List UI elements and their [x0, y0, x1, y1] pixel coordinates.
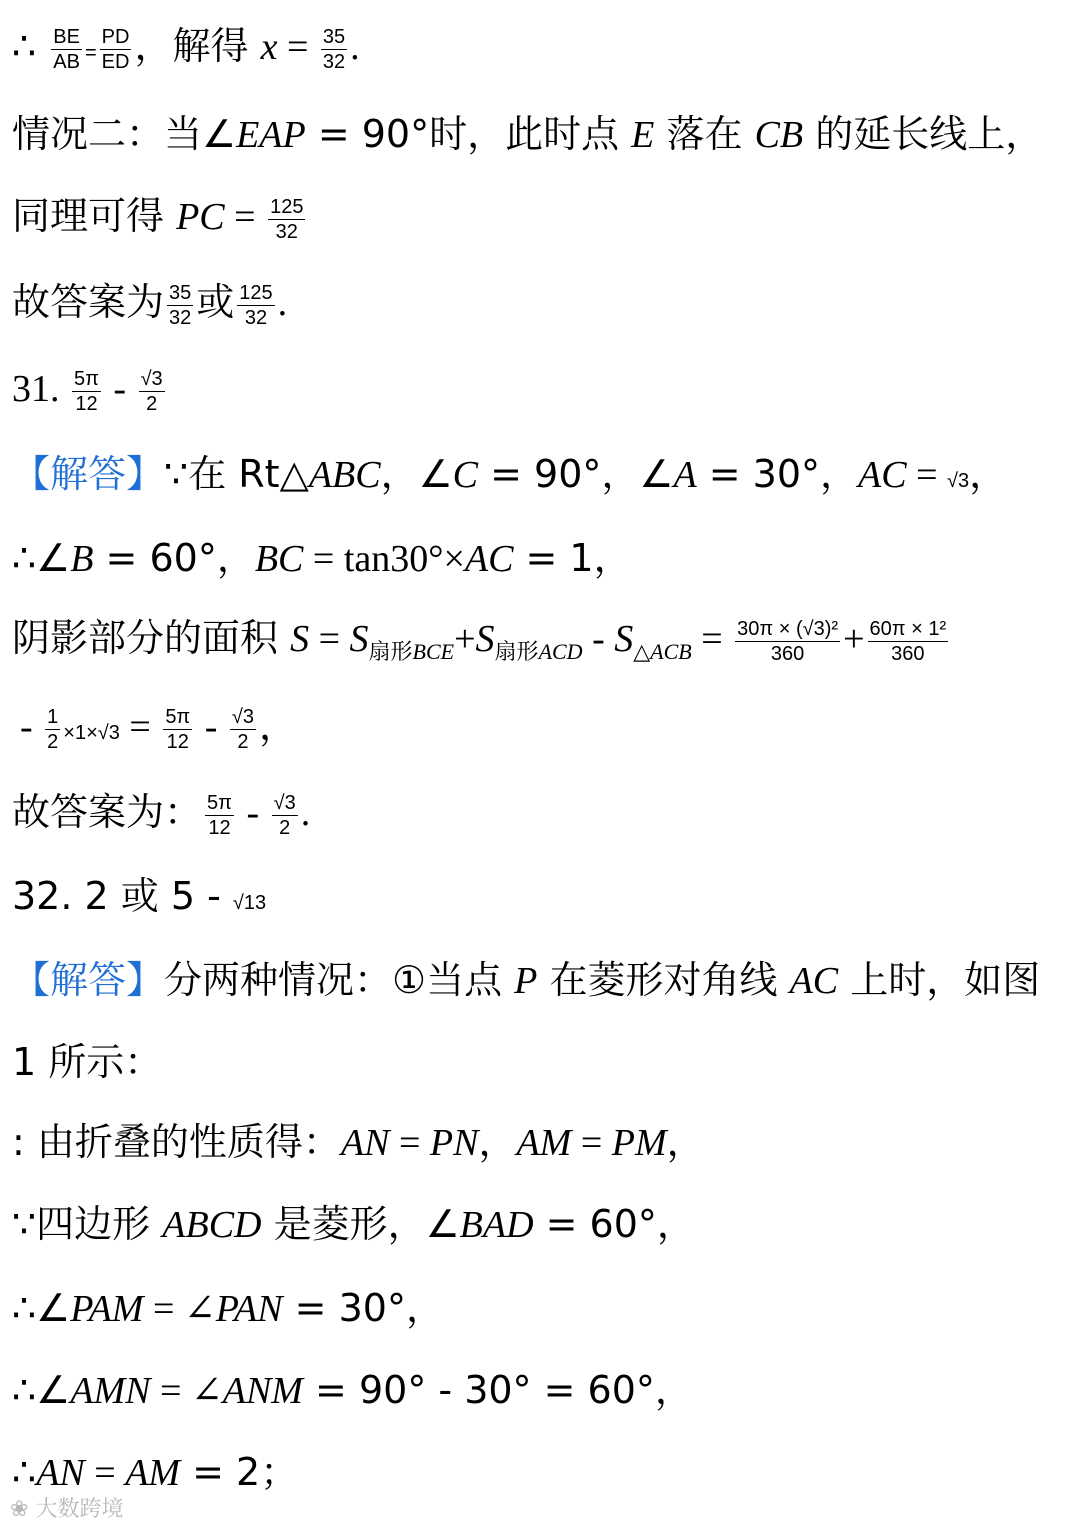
text: = 90° - 30° = 60°，: [302, 1368, 693, 1412]
period: .: [277, 282, 288, 324]
fraction-5pi-12: [72, 367, 101, 416]
text: 的延长线上，: [803, 112, 1044, 156]
fraction-125-32: [237, 281, 274, 330]
equals-text: =: [224, 196, 266, 238]
frac-den: 32: [275, 221, 298, 243]
period: .: [350, 26, 360, 68]
variable: B: [70, 538, 94, 580]
frac-num: 60π × 1²: [869, 618, 947, 640]
minus-sign: -: [195, 706, 227, 748]
frac-den: 12: [166, 731, 189, 753]
question-number: 32. 2 或 5 -: [12, 874, 233, 918]
comma: ，: [969, 452, 1008, 496]
frac-den: 2: [237, 731, 249, 753]
text: = 90°，∠: [478, 452, 674, 496]
text: 分两种情况：①当点: [164, 958, 515, 1002]
angle-symbol: ∠: [202, 112, 237, 156]
variable: ANM: [222, 1370, 303, 1412]
fraction-sector-2: [868, 617, 949, 666]
therefore-symbol: ∴: [12, 24, 37, 68]
line-5: [12, 364, 168, 416]
sqrt-value: √3: [947, 470, 970, 492]
line-7: [12, 534, 632, 583]
text: = 1，: [513, 536, 632, 580]
frac-den: 12: [75, 393, 98, 415]
line-6: [12, 450, 1007, 505]
frac-den: 360: [770, 643, 805, 665]
line-13: [12, 1038, 162, 1086]
text: 故答案为: [12, 280, 165, 324]
period: .: [300, 792, 311, 834]
line-12: [12, 956, 1040, 1005]
frac-num: 35: [169, 282, 192, 304]
therefore-symbol: ∴: [12, 1450, 37, 1494]
frac-den: AB: [53, 51, 80, 73]
text: 故答案为：: [12, 790, 203, 834]
text: 同理可得: [12, 194, 177, 238]
text: = ∠: [143, 1288, 216, 1330]
frac-num: BE: [53, 26, 80, 48]
fraction-5pi-12: [163, 705, 192, 754]
minus-sign: -: [582, 618, 615, 660]
variable: AC: [789, 960, 839, 1002]
variable: E: [631, 114, 655, 156]
frac-num: 30π × (√3)²: [737, 618, 839, 640]
text: 是菱形，∠: [261, 1202, 460, 1246]
fraction-sector-1: [735, 617, 840, 666]
text: ∴∠: [12, 536, 71, 580]
variable: AC: [858, 454, 907, 496]
minus-sign: -: [103, 368, 136, 410]
subscript-label: 扇形: [494, 640, 539, 665]
frac-num: 1: [47, 706, 59, 728]
text: = 2；: [180, 1450, 299, 1494]
frac-den: 2: [146, 393, 158, 415]
line-14: [12, 1118, 705, 1167]
variable: AM: [516, 1122, 572, 1164]
frac-den: 32: [169, 307, 192, 329]
text: = 60°，: [93, 536, 255, 580]
frac-num: 5π: [207, 792, 232, 814]
comma: ，: [478, 1120, 517, 1164]
equals-text: =: [309, 618, 350, 660]
text: = 60°，: [533, 1202, 695, 1246]
text: ∴∠: [12, 1286, 71, 1330]
text: : 由折叠的性质得：: [12, 1120, 341, 1164]
variable: PN: [429, 1122, 479, 1164]
variable: BC: [254, 538, 304, 580]
text: 1 所示：: [12, 1040, 163, 1084]
variable: AN: [36, 1452, 85, 1494]
equals-text: =: [277, 26, 318, 68]
frac-num: √3: [231, 706, 254, 728]
variable: PAM: [70, 1288, 144, 1330]
fraction-5pi-12: [205, 791, 234, 840]
fraction-sqrt3-2: [272, 791, 298, 840]
text: = 30°，: [282, 1286, 444, 1330]
frac-num: 125: [239, 282, 273, 304]
equals-text: =: [119, 706, 161, 748]
text: = 30°，: [696, 452, 859, 496]
watermark-text: 大数跨境: [35, 1497, 124, 1522]
frac-den: 360: [891, 643, 925, 665]
equals-sign: =: [84, 42, 97, 64]
variable: S: [614, 618, 634, 660]
fraction-35-32: [321, 25, 347, 74]
equals-text: =: [571, 1122, 612, 1164]
comma: ，: [666, 1120, 705, 1164]
line-10: [12, 788, 310, 840]
line-15: [12, 1200, 695, 1249]
frac-den: 2: [47, 731, 59, 753]
text: 或: [196, 280, 235, 324]
line-1: [12, 22, 360, 77]
line-2: [12, 110, 1043, 159]
variable: x: [260, 26, 278, 68]
frac-den: 12: [208, 817, 231, 839]
plus-sign: +: [454, 618, 476, 660]
variable: PM: [611, 1122, 667, 1164]
text: = tan30°×: [303, 538, 465, 580]
text: ，解得: [134, 24, 249, 68]
fraction-35-32: [167, 281, 193, 330]
watermark: [10, 1492, 123, 1523]
variable: AC: [464, 538, 514, 580]
subscript: [369, 640, 455, 665]
text: 情况二：当: [12, 112, 203, 156]
variable: PAN: [215, 1288, 283, 1330]
minus-sign: -: [20, 706, 43, 748]
text: ∵四边形: [12, 1202, 163, 1246]
text: 在菱形对角线: [537, 958, 790, 1002]
text: ∵在 Rt△: [164, 452, 309, 496]
frac-den: 32: [244, 307, 268, 329]
text: 上时，如图: [838, 958, 1041, 1002]
variable: A: [673, 454, 697, 496]
fraction-sqrt3-2: [139, 367, 165, 416]
frac-den: 2: [279, 817, 291, 839]
frac-num: 5π: [165, 706, 191, 728]
frac-num: 35: [322, 26, 346, 48]
equals-text: =: [389, 1122, 430, 1164]
watermark-logo-icon: ❀: [10, 1497, 36, 1522]
frac-den: ED: [101, 51, 130, 73]
variable: S: [475, 618, 495, 660]
text: ，∠: [380, 452, 453, 496]
variable: AN: [340, 1122, 390, 1164]
subscript-label: △: [633, 640, 651, 665]
equals-text: =: [84, 1452, 126, 1494]
question-number: 31.: [12, 368, 69, 410]
line-9: [20, 702, 297, 757]
equals-text: =: [906, 454, 948, 496]
frac-den: 32: [322, 51, 346, 73]
variable: S: [349, 618, 369, 660]
line-3: [12, 192, 308, 244]
frac-num: √3: [140, 368, 163, 390]
fraction-125-32: [268, 195, 305, 244]
subscript-var: ACD: [538, 639, 583, 664]
variable: S: [290, 618, 310, 660]
text: = 90°时，此时点: [305, 112, 632, 156]
text: ∴∠: [12, 1368, 71, 1412]
minus-sign: -: [236, 792, 269, 834]
variable: AMN: [70, 1370, 151, 1412]
frac-num: √3: [273, 792, 296, 814]
variable: AM: [125, 1452, 181, 1494]
variable: C: [452, 454, 479, 496]
answer-tag: 【解答】: [12, 958, 165, 1002]
answer-tag: 【解答】: [12, 452, 165, 496]
variable: ABC: [308, 454, 381, 496]
plus-sign: +: [843, 618, 865, 660]
equals-text: =: [691, 618, 733, 660]
line-16: [12, 1284, 444, 1333]
frac-num: 5π: [74, 368, 99, 390]
variable: ABCD: [162, 1204, 262, 1246]
variable: BAD: [459, 1204, 534, 1246]
product-text: ×1×√3: [63, 722, 120, 744]
fraction-be-ab: [51, 25, 82, 74]
text: 阴影部分的面积: [12, 616, 291, 660]
frac-num: PD: [101, 26, 130, 48]
variable: PC: [176, 196, 225, 238]
variable: P: [514, 960, 538, 1002]
line-4: [12, 278, 287, 330]
subscript-var: BCE: [412, 639, 455, 664]
comma: ，: [259, 704, 298, 748]
line-18: [12, 1448, 298, 1497]
subscript-var: ACB: [650, 639, 692, 664]
sqrt-value: √13: [232, 892, 267, 914]
fraction-1-2: [45, 705, 60, 754]
fraction-pd-ed: [100, 25, 132, 74]
line-17: [12, 1366, 693, 1415]
text: 落在: [654, 112, 755, 156]
frac-num: 125: [270, 196, 304, 218]
text: = ∠: [150, 1370, 223, 1412]
line-8: [12, 614, 951, 677]
fraction-sqrt3-2: [230, 705, 256, 754]
subscript: [633, 640, 691, 665]
line-11: [12, 872, 266, 927]
subscript-label: 扇形: [368, 640, 413, 665]
subscript: [495, 640, 583, 665]
variable: EAP: [236, 114, 306, 156]
variable: CB: [754, 114, 804, 156]
